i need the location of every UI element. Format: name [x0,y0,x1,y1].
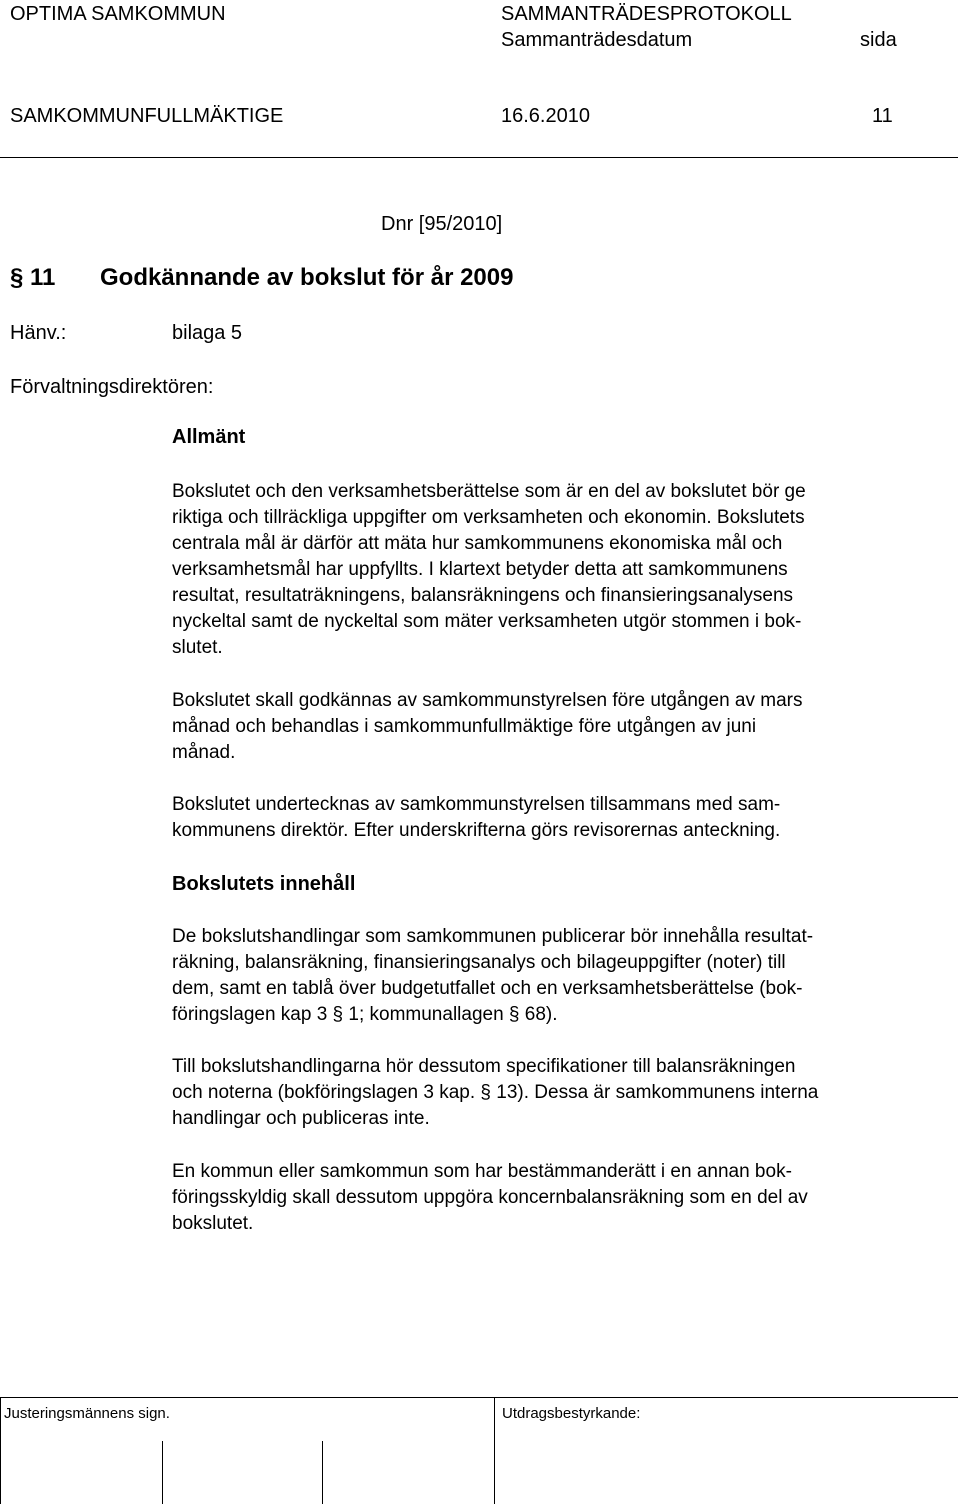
text-line: slutet. [172,637,223,658]
text-line: räkning, balansräkning, finansieringsanalys och bilageuppgifter (noter) till [172,952,786,973]
paragraph-1 [172,479,952,661]
paragraph-2 [172,688,952,766]
text-line: månad. [172,742,236,763]
text-line: nyckeltal samt de nyckeltal som mäter verksamheten utgör stommen i bok- [172,611,802,632]
meeting-date: 16.6.2010 [501,105,590,127]
text-line: verksamhetsmål har uppfyllts. I klartext betyder detta att samkommunens [172,559,788,580]
paragraph-6 [172,1159,952,1237]
text-line: riktiga och tillräckliga uppgifter om verksamheten och ekonomin. Bokslutets [172,507,805,528]
text-line: resultat, resultaträkningens, balansräkningens och finansieringsanalysens [172,585,794,606]
text-line: och noterna (bokföringslagen 3 kap. § 13). Dessa är samkommunens interna [172,1082,819,1103]
body-name: SAMKOMMUNFULLMÄKTIGE [10,105,284,127]
footer-divider-left [0,1397,1,1504]
footer-divider-middle [494,1397,495,1504]
text-line: Till bokslutshandlingarna hör dessutom specifikationer till balansräkningen [172,1056,796,1077]
presenter: Förvaltningsdirektören: [10,376,214,398]
paragraph-5 [172,1054,952,1132]
section-heading-general: Allmänt [172,426,246,448]
text-line: månad och behandlas i samkommunfullmäktige före utgången av juni [172,716,757,737]
text-line: centrala mål är därför att mäta hur samkommunens ekonomiska mål och [172,533,783,554]
text-line: föringsskyldig skall dessutom uppgöra koncernbalansräkning som en del av [172,1187,808,1208]
text-line: Bokslutet och den verksamhetsberättelse som är en del av bokslutet bör ge [172,481,806,502]
text-line: handlingar och publiceras inte. [172,1108,430,1129]
paragraph-3 [172,792,952,844]
extract-label: Utdragsbestyrkande: [502,1405,641,1422]
text-line: De bokslutshandlingar som samkommunen publicerar bör innehålla resultat- [172,926,814,947]
org-name: OPTIMA SAMKOMMUN [10,3,226,25]
page-number: 11 [872,105,893,127]
text-line: dem, samt en tablå över budgetutfallet och en verksamhetsberättelse (bok- [172,978,803,999]
doc-type: SAMMANTRÄDESPROTOKOLL [501,3,792,25]
signature-divider [322,1441,323,1504]
text-line: En kommun eller samkommun som har bestämmanderätt i en annan bok- [172,1161,792,1182]
verifiers-label: Justeringsmännens sign. [4,1405,170,1422]
dnr: Dnr [95/2010] [381,213,503,235]
text-line: kommunens direktör. Efter underskrifterna görs revisorernas anteckning. [172,820,781,841]
footer-rule [0,1397,958,1398]
paragraph-4 [172,924,952,1028]
page-label: sida [860,29,897,51]
page-title: Godkännande av bokslut för år 2009 [100,264,514,291]
text-line: bokslutet. [172,1213,254,1234]
reference-value: bilaga 5 [172,322,243,344]
signature-divider [162,1441,163,1504]
text-line: Bokslutet skall godkännas av samkommunstyrelsen före utgången av mars [172,690,803,711]
text-line: Bokslutet undertecknas av samkommunstyrelsen tillsammans med sam- [172,794,781,815]
section-number: § 11 [10,264,56,291]
section-heading-content: Bokslutets innehåll [172,873,356,895]
header-rule [0,157,958,158]
reference-label: Hänv.: [10,322,67,344]
text-line: föringslagen kap 3 § 1; kommunallagen § 68). [172,1004,558,1025]
date-label: Sammanträdesdatum [501,29,693,51]
